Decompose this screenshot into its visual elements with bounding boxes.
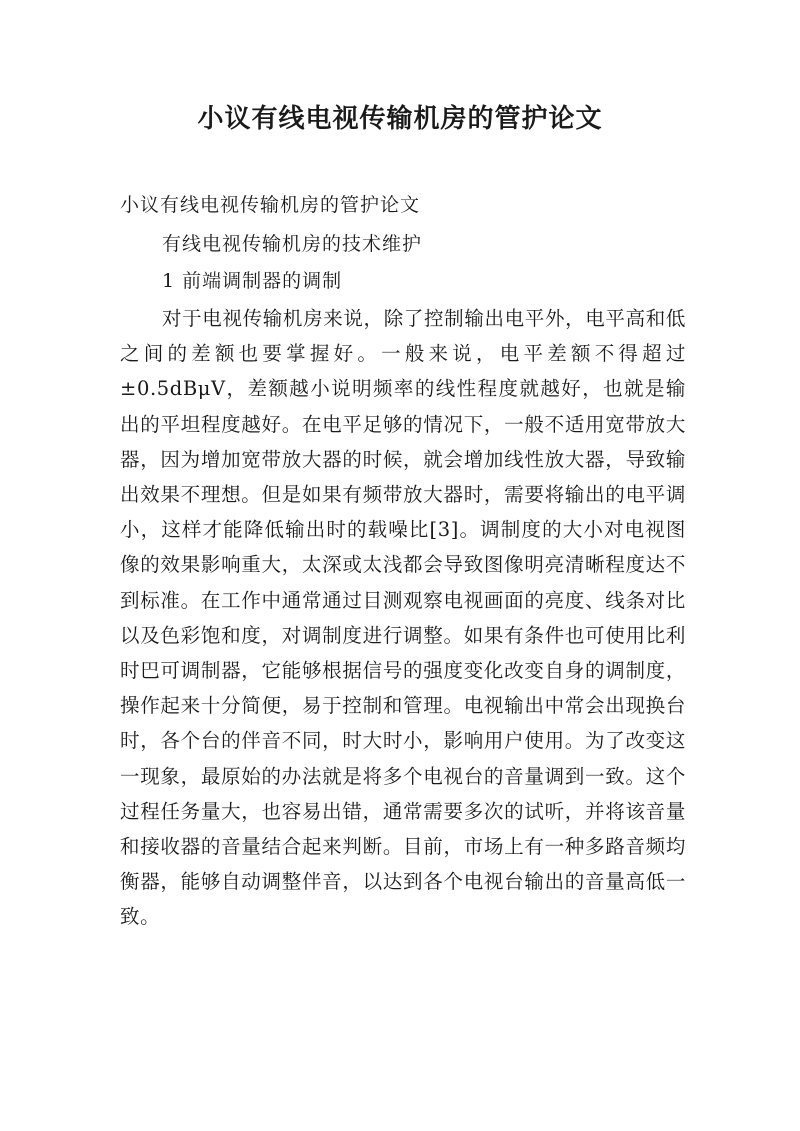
section-heading: 有线电视传输机房的技术维护 bbox=[162, 233, 423, 255]
document-title: 小议有线电视传输机房的管护论文 bbox=[197, 104, 603, 134]
document-subtitle: 小议有线电视传输机房的管护论文 bbox=[120, 194, 421, 216]
body-paragraph: 对于电视传输机房来说，除了控制输出电平外，电平高和低之间的差额也要掌握好。一般来说，电平差额不得超过±0.5dBμV，差额越小说明频率的线性程度就越好，也就是输出的平坦程度越好。在电平足够的情况下，一般不适用宽带放大器，因为增加宽带放大器的时候，就会增加线性放大器，导致输出效果不理想。但是如果有频带放大器时，需要将输出的电平调小，这样才能降低输出时的载噪比[3]。调制度的大小对电视图像的效果影响重大，太深或太浅都会导致图像明亮清晰程度达不到标准。在工作中通常通过目测观察电视画面的亮度、线条对比以及色彩饱和度，对调制度进行调整。如果有条件也可使用比利时巴可调制器，它能够根据信号的强度变化改变自身的调制度，操作起来十分简便，易于控制和管理。电视输出中常会出现换台时，各个台的伴音不同，时大时小，影响用户使用。为了改变这一现象，最原始的办法就是将多个电视台的音量调到一致。这个过程任务量大，也容易出错，通常需要多次的试听，并将该音量和接收器的音量结合起来判断。目前，市场上有一种多路音频均衡器，能够自动调整伴音，以达到各个电视台输出的音量高低一致。 bbox=[120, 307, 686, 929]
sub-heading: 1 前端调制器的调制 bbox=[162, 270, 343, 292]
